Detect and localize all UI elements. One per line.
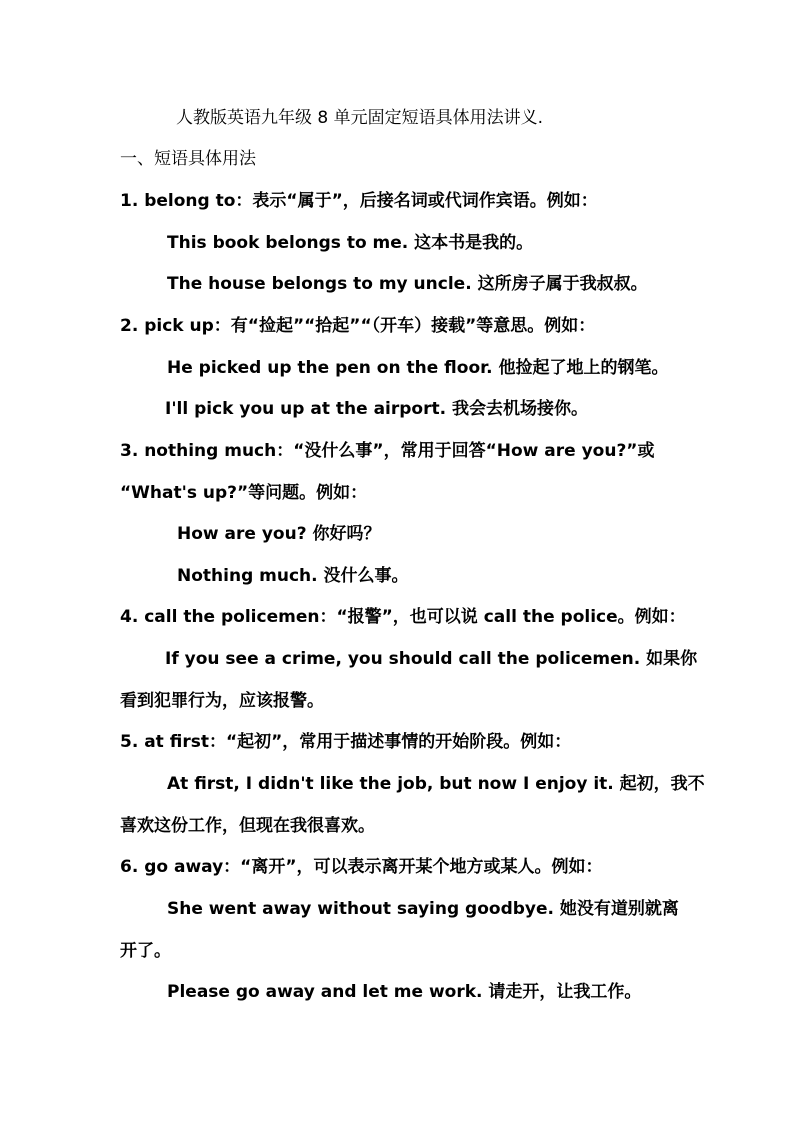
phrase-5-definition: 5. at first：“起初”，常用于描述事情的开始阶段。例如： xyxy=(120,732,572,752)
phrase-3-example-1: How are you? 你好吗？ xyxy=(177,524,381,544)
phrase-1-example-2: The house belongs to my uncle. 这所房子属于我叔叔。 xyxy=(167,274,648,294)
document-title: 人教版英语九年级 8 单元固定短语具体用法讲义. xyxy=(176,108,544,128)
phrase-6-example-2: Please go away and let me work. 请走开，让我工作。 xyxy=(167,982,642,1002)
phrase-6-example-1: She went away without saying goodbye. 她没有道别就离 xyxy=(167,899,679,919)
phrase-4-example-1: If you see a crime, you should call the policemen. 如果你 xyxy=(165,649,698,669)
phrase-3-example-2: Nothing much. 没什么事。 xyxy=(177,566,409,586)
section-heading: 一、短语具体用法 xyxy=(120,149,256,169)
phrase-4-definition: 4. call the policemen：“报警”，也可以说 call the police。例如： xyxy=(120,607,686,627)
phrase-3-definition: 3. nothing much：“没什么事”，常用于回答“How are you?”或 xyxy=(120,441,655,461)
phrase-2-example-2: I'll pick you up at the airport. 我会去机场接你。 xyxy=(165,399,588,419)
phrase-3-definition-cont: “What's up?”等问题。例如： xyxy=(120,483,368,503)
phrase-2-definition: 2. pick up：有“捡起”“拾起”“（开车）接载”等意思。例如： xyxy=(120,316,596,336)
phrase-1-definition: 1. belong to：表示“属于”，后接名词或代词作宾语。例如： xyxy=(120,191,598,211)
phrase-6-definition: 6. go away：“离开”，可以表示离开某个地方或某人。例如： xyxy=(120,857,603,877)
phrase-4-example-1-cont: 看到犯罪行为，应该报警。 xyxy=(120,691,324,711)
phrase-5-example-1: At first, I didn't like the job, but now I enjoy it. 起初，我不 xyxy=(167,774,705,794)
phrase-1-example-1: This book belongs to me. 这本书是我的。 xyxy=(167,233,534,253)
phrase-5-example-1-cont: 喜欢这份工作，但现在我很喜欢。 xyxy=(120,816,375,836)
phrase-6-example-1-cont: 开了。 xyxy=(120,941,171,961)
phrase-2-example-1: He picked up the pen on the floor. 他捡起了地上的钢笔。 xyxy=(167,358,669,378)
